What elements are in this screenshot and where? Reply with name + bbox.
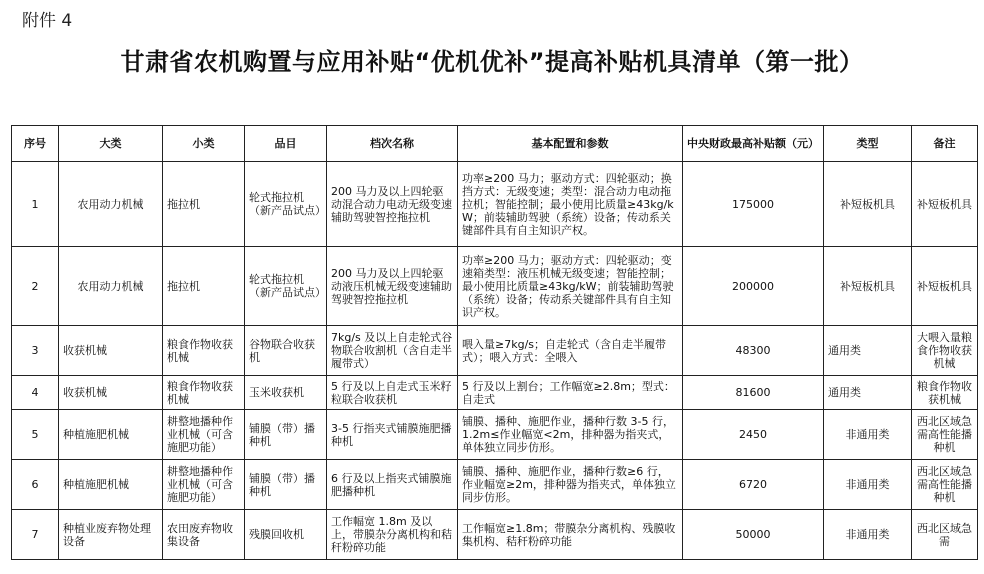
cell-no: 1	[12, 162, 59, 247]
cell-subsidy: 6720	[683, 460, 824, 510]
cell-category: 种植施肥机械	[59, 460, 163, 510]
cell-no: 2	[12, 247, 59, 326]
cell-subcategory: 拖拉机	[163, 247, 245, 326]
col-header-spec: 基本配置和参数	[458, 126, 683, 162]
cell-subcategory: 耕整地播种作业机械（可含施肥功能）	[163, 410, 245, 460]
cell-grade: 5 行及以上自走式玉米籽粒联合收获机	[327, 376, 458, 410]
cell-category: 收获机械	[59, 376, 163, 410]
cell-grade: 6 行及以上指夹式铺膜施肥播种机	[327, 460, 458, 510]
cell-subcategory: 农田废弃物收集设备	[163, 510, 245, 560]
cell-type: 非通用类	[824, 460, 912, 510]
cell-type: 通用类	[824, 326, 912, 376]
cell-item: 残膜回收机	[245, 510, 327, 560]
cell-no: 7	[12, 510, 59, 560]
cell-grade: 工作幅宽 1.8m 及以上，带膜杂分离机构和秸秆粉碎功能	[327, 510, 458, 560]
cell-type: 非通用类	[824, 410, 912, 460]
cell-grade: 3-5 行指夹式铺膜施肥播种机	[327, 410, 458, 460]
cell-subcategory: 拖拉机	[163, 162, 245, 247]
col-header-no: 序号	[12, 126, 59, 162]
cell-item: 铺膜（带）播种机	[245, 410, 327, 460]
cell-spec: 功率≥200 马力；驱动方式：四轮驱动；变速箱类型：液压机械无级变速；智能控制；最小使用比质量≥43kg/kW；前装辅助驾驶（系统）设备；传动系关键部件具有自主知识产权。	[458, 247, 683, 326]
cell-subcategory: 粮食作物收获机械	[163, 326, 245, 376]
cell-no: 5	[12, 410, 59, 460]
cell-category: 种植施肥机械	[59, 410, 163, 460]
cell-note: 西北区域急需高性能播种机	[912, 410, 978, 460]
cell-subsidy: 2450	[683, 410, 824, 460]
cell-subsidy: 175000	[683, 162, 824, 247]
page-title: 甘肃省农机购置与应用补贴“优机优补”提高补贴机具清单（第一批）	[120, 48, 864, 76]
cell-spec: 铺膜、播种、施肥作业，播种行数 3-5 行，1.2m≤作业幅宽<2m，排种器为指夹式，单体独立同步仿形。	[458, 410, 683, 460]
col-header-note: 备注	[912, 126, 978, 162]
cell-spec: 工作幅宽≥1.8m；带膜杂分离机构、残膜收集机构、秸秆粉碎功能	[458, 510, 683, 560]
cell-item: 玉米收获机	[245, 376, 327, 410]
cell-category: 农用动力机械	[59, 247, 163, 326]
attachment-label: 附件 4	[22, 11, 73, 31]
cell-note: 大喂入量粮食作物收获机械	[912, 326, 978, 376]
col-header-item: 品目	[245, 126, 327, 162]
cell-note: 补短板机具	[912, 162, 978, 247]
cell-type: 通用类	[824, 376, 912, 410]
cell-item: 谷物联合收获机	[245, 326, 327, 376]
cell-subcategory: 粮食作物收获机械	[163, 376, 245, 410]
cell-grade: 200 马力及以上四轮驱动混合动力电动无级变速辅助驾驶智控拖拉机	[327, 162, 458, 247]
col-header-grade: 档次名称	[327, 126, 458, 162]
col-header-subsidy: 中央财政最高补贴额（元）	[683, 126, 824, 162]
cell-category: 农用动力机械	[59, 162, 163, 247]
cell-spec: 喂入量≥7kg/s；自走轮式（含自走半履带式）；喂入方式：全喂入	[458, 326, 683, 376]
table-row	[12, 410, 978, 460]
cell-category: 种植业废弃物处理设备	[59, 510, 163, 560]
col-header-category: 大类	[59, 126, 163, 162]
cell-grade: 7kg/s 及以上自走轮式谷物联合收割机（含自走半履带式）	[327, 326, 458, 376]
cell-spec: 5 行及以上割台；工作幅宽≥2.8m；型式：自走式	[458, 376, 683, 410]
table-row	[12, 162, 978, 247]
col-header-subcategory: 小类	[163, 126, 245, 162]
cell-spec: 功率≥200 马力；驱动方式：四轮驱动；换挡方式：无级变速；类型：混合动力电动拖拉机；智能控制；最小使用比质量≥43kg/kW；前装辅助驾驶（系统）设备；传动系关键部件具有自主知识产权。	[458, 162, 683, 247]
cell-grade: 200 马力及以上四轮驱动液压机械无级变速辅助驾驶智控拖拉机	[327, 247, 458, 326]
cell-spec: 铺膜、播种、施肥作业，播种行数≥6 行，作业幅宽≥2m，排种器为指夹式，单体独立同步仿形。	[458, 460, 683, 510]
table-row	[12, 510, 978, 560]
subsidy-table	[11, 125, 978, 560]
cell-subsidy: 200000	[683, 247, 824, 326]
cell-subsidy: 48300	[683, 326, 824, 376]
table-row	[12, 460, 978, 510]
cell-no: 3	[12, 326, 59, 376]
cell-item: 轮式拖拉机（新产品试点）	[245, 162, 327, 247]
table-row	[12, 247, 978, 326]
cell-subsidy: 50000	[683, 510, 824, 560]
cell-note: 粮食作物收获机械	[912, 376, 978, 410]
cell-note: 补短板机具	[912, 247, 978, 326]
cell-type: 补短板机具	[824, 162, 912, 247]
cell-category: 收获机械	[59, 326, 163, 376]
col-header-type: 类型	[824, 126, 912, 162]
table-header-row	[12, 126, 978, 162]
cell-type: 补短板机具	[824, 247, 912, 326]
cell-no: 6	[12, 460, 59, 510]
table-row	[12, 326, 978, 376]
table-row	[12, 376, 978, 410]
cell-subcategory: 耕整地播种作业机械（可含施肥功能）	[163, 460, 245, 510]
cell-type: 非通用类	[824, 510, 912, 560]
cell-note: 西北区域急需	[912, 510, 978, 560]
cell-item: 轮式拖拉机（新产品试点）	[245, 247, 327, 326]
cell-item: 铺膜（带）播种机	[245, 460, 327, 510]
cell-note: 西北区域急需高性能播种机	[912, 460, 978, 510]
cell-subsidy: 81600	[683, 376, 824, 410]
cell-no: 4	[12, 376, 59, 410]
